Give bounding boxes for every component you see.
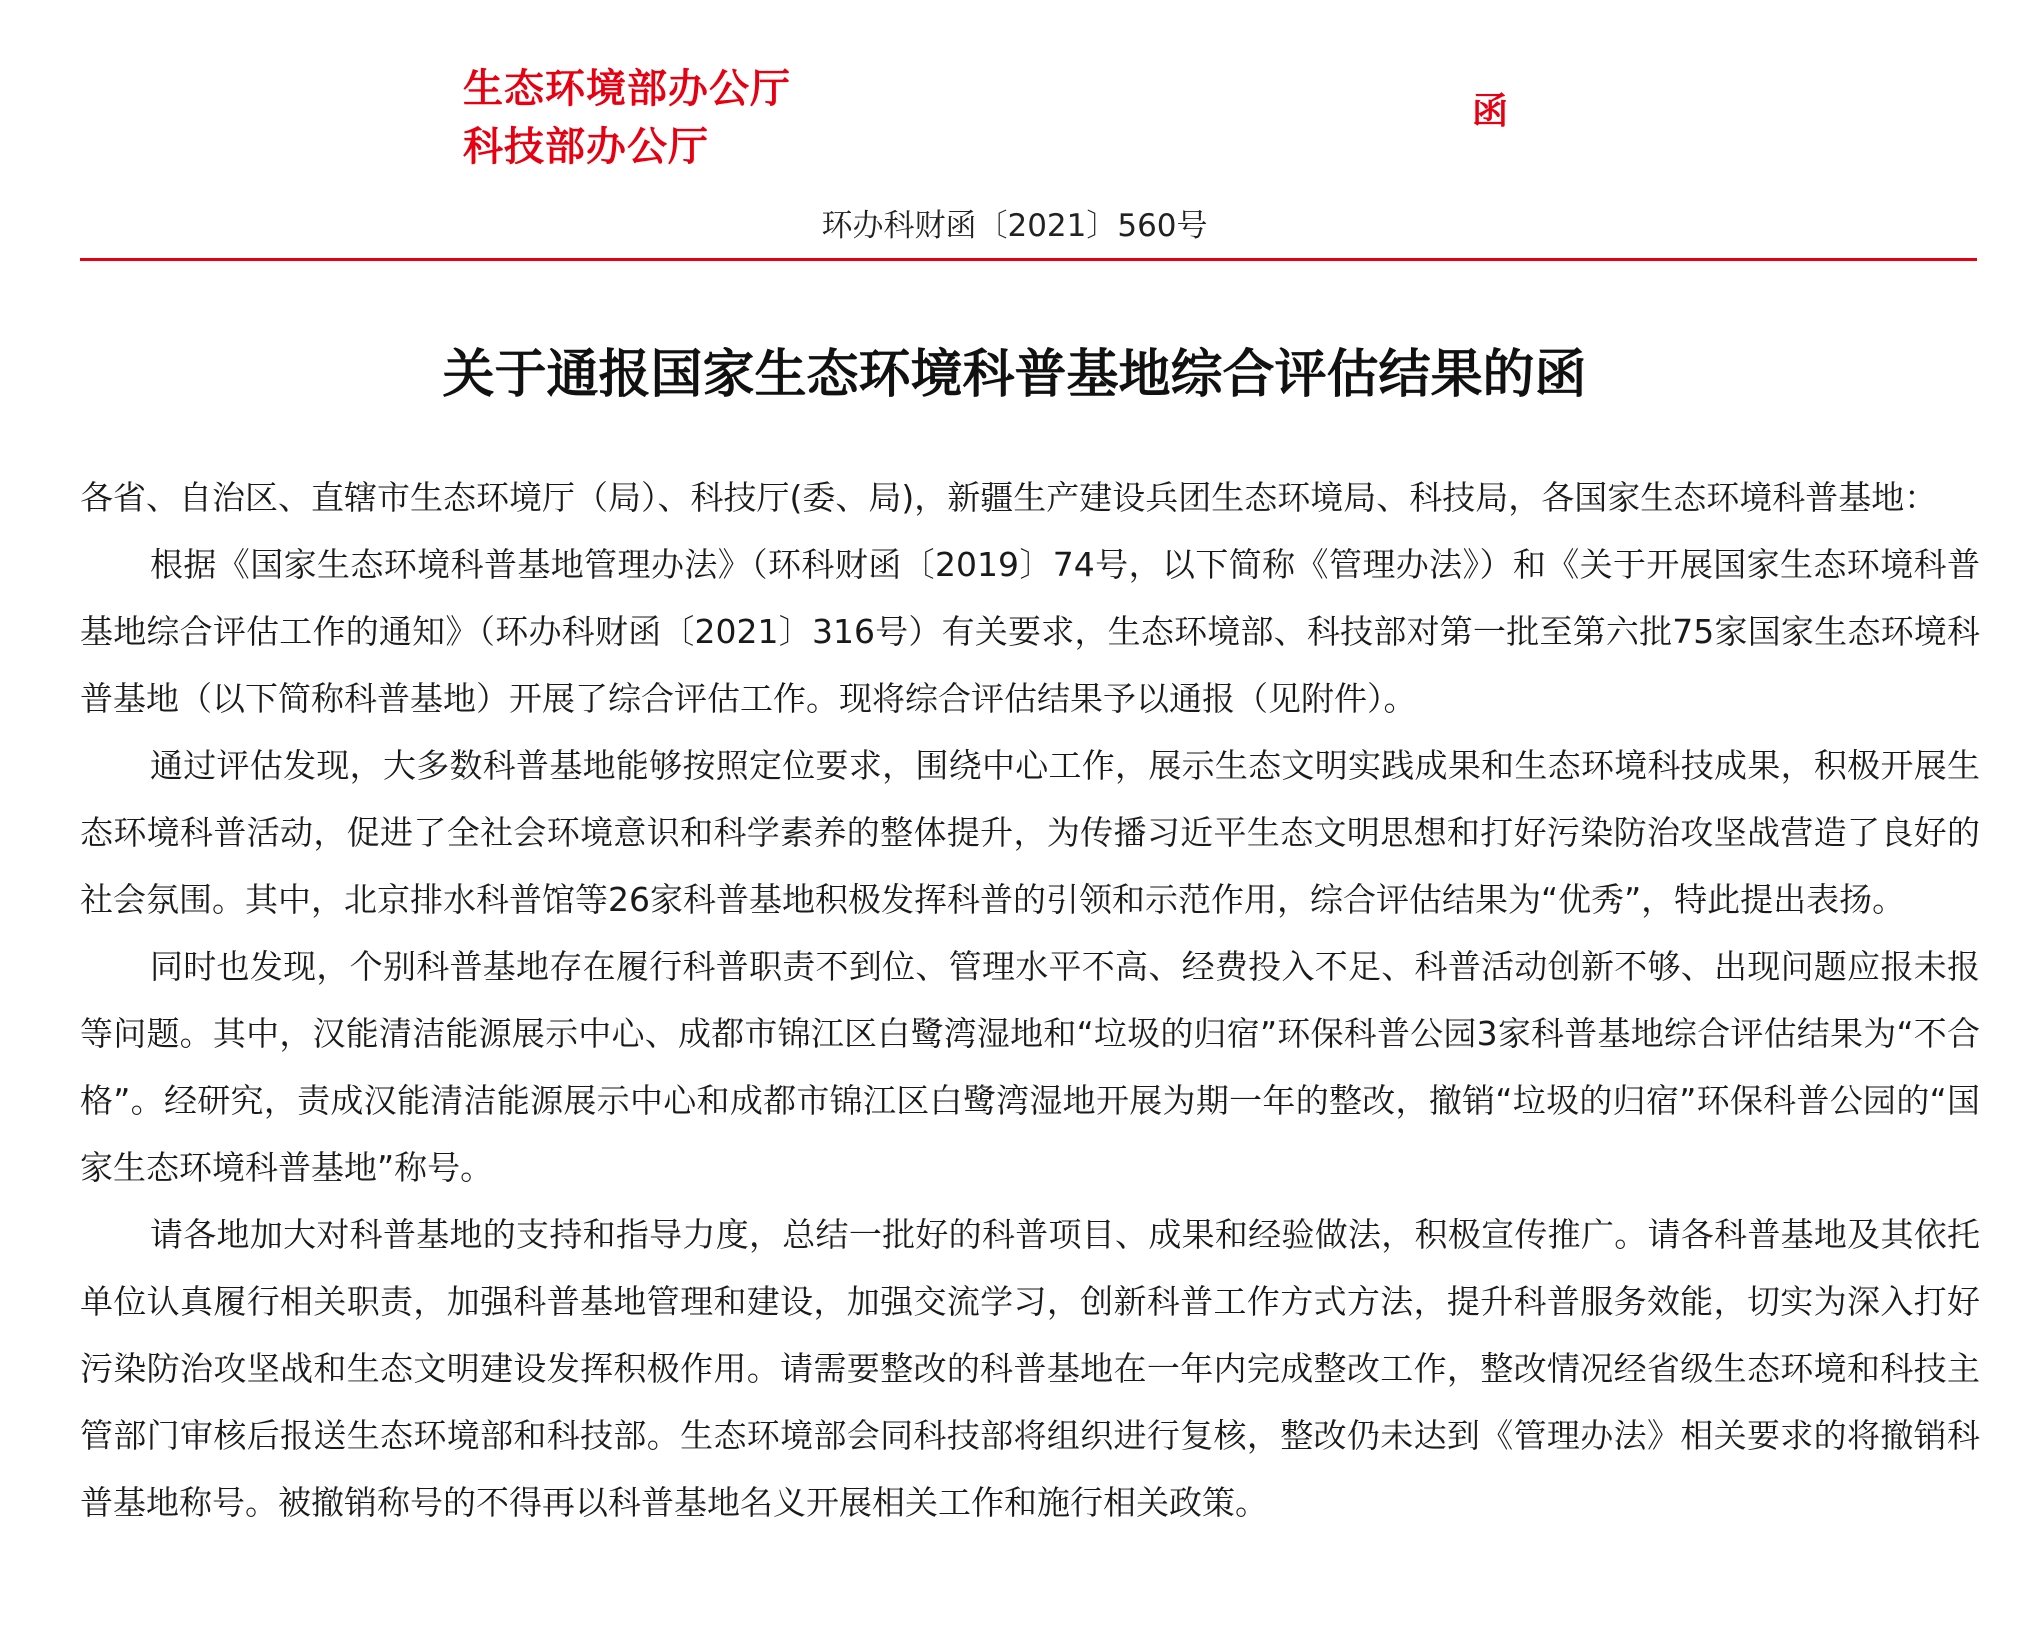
doc-number: 环办科财函〔2021〕560号 bbox=[821, 208, 1208, 244]
body-paragraph-3: 同时也发现，个别科普基地存在履行科普职责不到位、管理水平不高、经费投入不足、科普活动创新不够、出现问题应报未报等问题。其中，汉能清洁能源展示中心、成都市锦江区白鹭湾湿地和“垃圾的归宿”环保科普公园3家科普基地综合评估结果为“不合格”。经研究，责成汉能清洁能源展示中心和成都市锦江区白鹭湾湿地开展为期一年的整改，撤销“垃圾的归宿”环保科普公园的“国家生态环境科普基地”称号。 bbox=[80, 947, 1980, 1187]
document-body bbox=[80, 464, 1980, 1536]
body-paragraph-2: 通过评估发现，大多数科普基地能够按照定位要求，围绕中心工作，展示生态文明实践成果和生态环境科技成果，积极开展生态环境科普活动，促进了全社会环境意识和科学素养的整体提升，为传播习近平生态文明思想和打好污染防治攻坚战营造了良好的社会氛围。其中，北京排水科普馆等26家科普基地积极发挥科普的引领和示范作用，综合评估结果为“优秀”，特此提出表扬。 bbox=[80, 746, 1980, 919]
issuer-line-2: 科技部办公厅 bbox=[463, 124, 709, 170]
body-paragraph-1: 根据《国家生态环境科普基地管理办法》（环科财函〔2019〕74号，以下简称《管理办法》）和《关于开展国家生态环境科普基地综合评估工作的通知》（环办科财函〔2021〕316号）有关要求，生态环境部、科技部对第一批至第六批75家国家生态环境科普基地（以下简称科普基地）开展了综合评估工作。现将综合评估结果予以通报（见附件）。 bbox=[80, 545, 1980, 718]
body-paragraph-4: 请各地加大对科普基地的支持和指导力度，总结一批好的科普项目、成果和经验做法，积极宣传推广。请各科普基地及其依托单位认真履行相关职责，加强科普基地管理和建设，加强交流学习，创新科普工作方式方法，提升科普服务效能，切实为深入打好污染防治攻坚战和生态文明建设发挥积极作用。请需要整改的科普基地在一年内完成整改工作，整改情况经省级生态环境和科技主管部门审核后报送生态环境部和科技部。生态环境部会同科技部将组织进行复核，整改仍未达到《管理办法》相关要求的将撤销科普基地称号。被撤销称号的不得再以科普基地名义开展相关工作和施行相关政策。 bbox=[80, 1215, 1980, 1522]
salutation: 各省、自治区、直辖市生态环境厅（局）、科技厅(委、局)，新疆生产建设兵团生态环境局、科技局，各国家生态环境科普基地： bbox=[80, 478, 1938, 517]
doc-type-label: 函 bbox=[1472, 91, 1509, 132]
document-title: 关于通报国家生态环境科普基地综合评估结果的函 bbox=[442, 345, 1587, 405]
red-divider bbox=[80, 258, 1977, 261]
issuer-line-1: 生态环境部办公厅 bbox=[463, 66, 791, 112]
issuer-block bbox=[463, 60, 791, 176]
